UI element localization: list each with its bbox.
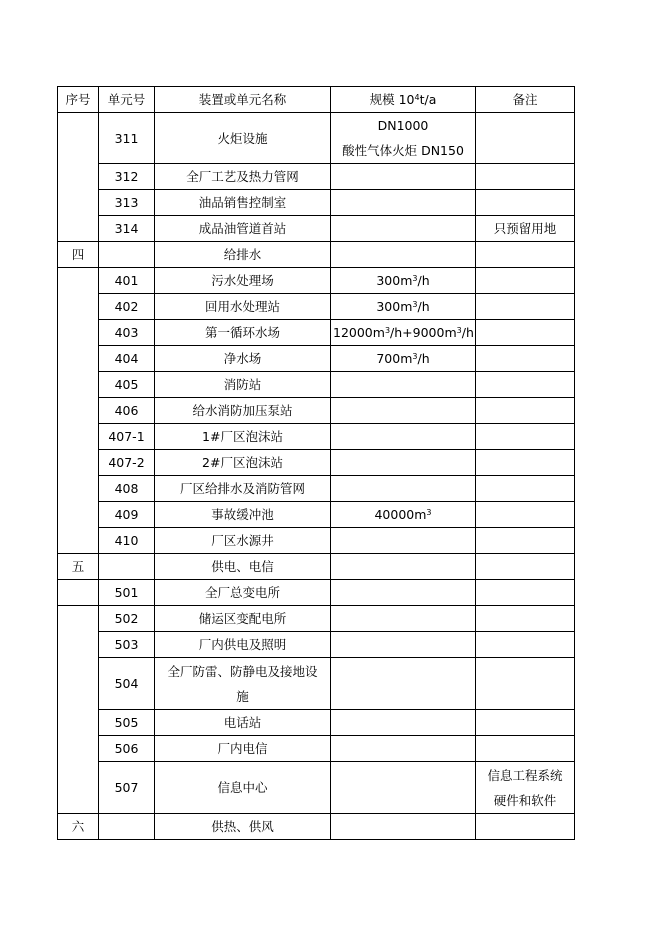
scale-value: 300m [376,273,413,288]
name-cell: 2#厂区泡沫站 [155,450,331,476]
remark-cell [476,658,575,710]
name-cell: 回用水处理站 [155,294,331,320]
header-scale-sup: 4 [414,93,420,102]
table-header-row [58,87,575,113]
unit-cell: 407-2 [99,450,155,476]
name-cell [155,658,331,710]
scale-cell [331,372,476,398]
table-row [58,632,575,658]
unit-cell: 507 [99,762,155,814]
table-row [58,424,575,450]
name-cell: 供热、供风 [155,814,331,840]
table-row [58,216,575,242]
table-row [58,580,575,606]
table-row [58,398,575,424]
table-row [58,346,575,372]
unit-cell: 405 [99,372,155,398]
remark-cell [476,606,575,632]
scale-unit: /h [417,351,430,366]
scale-cell [331,554,476,580]
remark-cell [476,242,575,268]
scale-cell [331,320,476,346]
name-cell: 污水处理场 [155,268,331,294]
name-cell: 信息中心 [155,762,331,814]
scale-cell [331,450,476,476]
scale-cell [331,398,476,424]
scale-cell [331,658,476,710]
remark-cell [476,164,575,190]
name-cell: 电话站 [155,710,331,736]
table-row [58,113,575,164]
name-cell: 储运区变配电所 [155,606,331,632]
remark-cell [476,710,575,736]
remark-cell [476,372,575,398]
unit-cell: 313 [99,190,155,216]
unit-cell: 403 [99,320,155,346]
scale-sup: 3 [412,352,418,361]
unit-cell: 311 [99,113,155,164]
unit-cell [99,814,155,840]
scale-cell [331,710,476,736]
remark-cell [476,736,575,762]
header-seq: 序号 [58,87,99,113]
name-cell: 全厂工艺及热力管网 [155,164,331,190]
header-scale [331,87,476,113]
scale-unit: /h [461,325,474,340]
name-cell: 厂内供电及照明 [155,632,331,658]
remark-cell [476,528,575,554]
unit-cell: 504 [99,658,155,710]
table-row [58,710,575,736]
table-row [58,268,575,294]
table-row [58,736,575,762]
table-row [58,190,575,216]
name-cell: 给水消防加压泵站 [155,398,331,424]
section-row [58,814,575,840]
seq-cell [58,113,99,242]
scale-line: 酸性气体火炬 DN150 [342,143,464,158]
seq-cell [58,606,99,814]
name-cell: 1#厂区泡沫站 [155,424,331,450]
header-remark: 备注 [476,87,575,113]
scale-cell [331,528,476,554]
unit-cell: 408 [99,476,155,502]
scale-cell [331,113,476,164]
scale-cell [331,346,476,372]
name-cell: 厂区水源井 [155,528,331,554]
scale-cell [331,580,476,606]
scale-sup: 3 [426,508,432,517]
name-cell: 油品销售控制室 [155,190,331,216]
name-cell: 火炬设施 [155,113,331,164]
unit-cell: 407-1 [99,424,155,450]
name-cell: 事故缓冲池 [155,502,331,528]
scale-cell [331,190,476,216]
table-row [58,450,575,476]
name-cell: 供电、电信 [155,554,331,580]
scale-cell [331,502,476,528]
remark-cell [476,632,575,658]
name-line: 全厂防雷、防静电及接地设 [167,663,318,679]
scale-cell [331,762,476,814]
remark-cell [476,580,575,606]
unit-cell: 312 [99,164,155,190]
name-cell: 净水场 [155,346,331,372]
unit-cell: 505 [99,710,155,736]
unit-cell: 409 [99,502,155,528]
unit-cell: 410 [99,528,155,554]
remark-cell [476,398,575,424]
scale-cell [331,242,476,268]
header-scale-prefix: 规模 10 [369,92,415,107]
remark-line: 硬件和软件 [493,792,557,808]
remark-cell [476,554,575,580]
scale-cell [331,632,476,658]
remark-cell [476,346,575,372]
unit-cell: 404 [99,346,155,372]
facility-table [57,86,575,840]
remark-cell [476,320,575,346]
remark-cell [476,476,575,502]
scale-cell [331,736,476,762]
scale-sup: 3 [384,326,391,335]
table-row [58,164,575,190]
remark-cell [476,762,575,814]
unit-cell: 406 [99,398,155,424]
unit-cell: 402 [99,294,155,320]
remark-cell: 只预留用地 [476,216,575,242]
unit-cell: 501 [99,580,155,606]
table-row [58,372,575,398]
scale-unit: /h [417,299,430,314]
remark-cell [476,450,575,476]
scale-line: DN1000 [377,118,429,133]
scale-cell [331,294,476,320]
unit-cell [99,242,155,268]
table-row [58,320,575,346]
seq-cell [58,268,99,554]
remark-cell [476,502,575,528]
scale-cell [331,424,476,450]
scale-cell [331,268,476,294]
scale-value: 40000m [374,507,427,522]
unit-cell: 506 [99,736,155,762]
table-row [58,606,575,632]
scale-unit: /h [417,273,430,288]
scale-sup: 3 [456,326,462,335]
table-row [58,658,575,710]
seq-cell: 五 [58,554,99,580]
scale-cell [331,164,476,190]
name-cell: 厂内电信 [155,736,331,762]
name-cell: 消防站 [155,372,331,398]
table-row [58,502,575,528]
scale-cell [331,476,476,502]
name-cell: 厂区给排水及消防管网 [155,476,331,502]
name-cell: 全厂总变电所 [155,580,331,606]
header-scale-suffix: t/a [419,92,437,107]
scale-cell [331,814,476,840]
name-line: 施 [236,688,249,704]
scale-cell [331,606,476,632]
unit-cell: 401 [99,268,155,294]
unit-cell [99,554,155,580]
remark-cell [476,814,575,840]
seq-cell [58,580,99,606]
remark-line: 信息工程系统 [487,767,563,783]
seq-cell: 六 [58,814,99,840]
remark-cell [476,424,575,450]
name-cell: 给排水 [155,242,331,268]
table-row [58,762,575,814]
scale-value: 12000m [333,325,385,340]
header-name: 装置或单元名称 [155,87,331,113]
seq-cell: 四 [58,242,99,268]
unit-cell: 314 [99,216,155,242]
name-cell: 第一循环水场 [155,320,331,346]
scale-sup: 3 [412,300,418,309]
scale-mid: /h+9000m [390,325,457,340]
scale-cell [331,216,476,242]
table-row [58,476,575,502]
unit-cell: 502 [99,606,155,632]
section-row [58,242,575,268]
name-cell: 成品油管道首站 [155,216,331,242]
header-unit-no: 单元号 [99,87,155,113]
table-row [58,528,575,554]
section-row [58,554,575,580]
remark-cell [476,294,575,320]
scale-value: 300m [376,299,413,314]
remark-cell [476,268,575,294]
scale-sup: 3 [412,274,418,283]
remark-cell [476,190,575,216]
remark-cell [476,113,575,164]
scale-value: 700m [376,351,413,366]
table-row [58,294,575,320]
unit-cell: 503 [99,632,155,658]
